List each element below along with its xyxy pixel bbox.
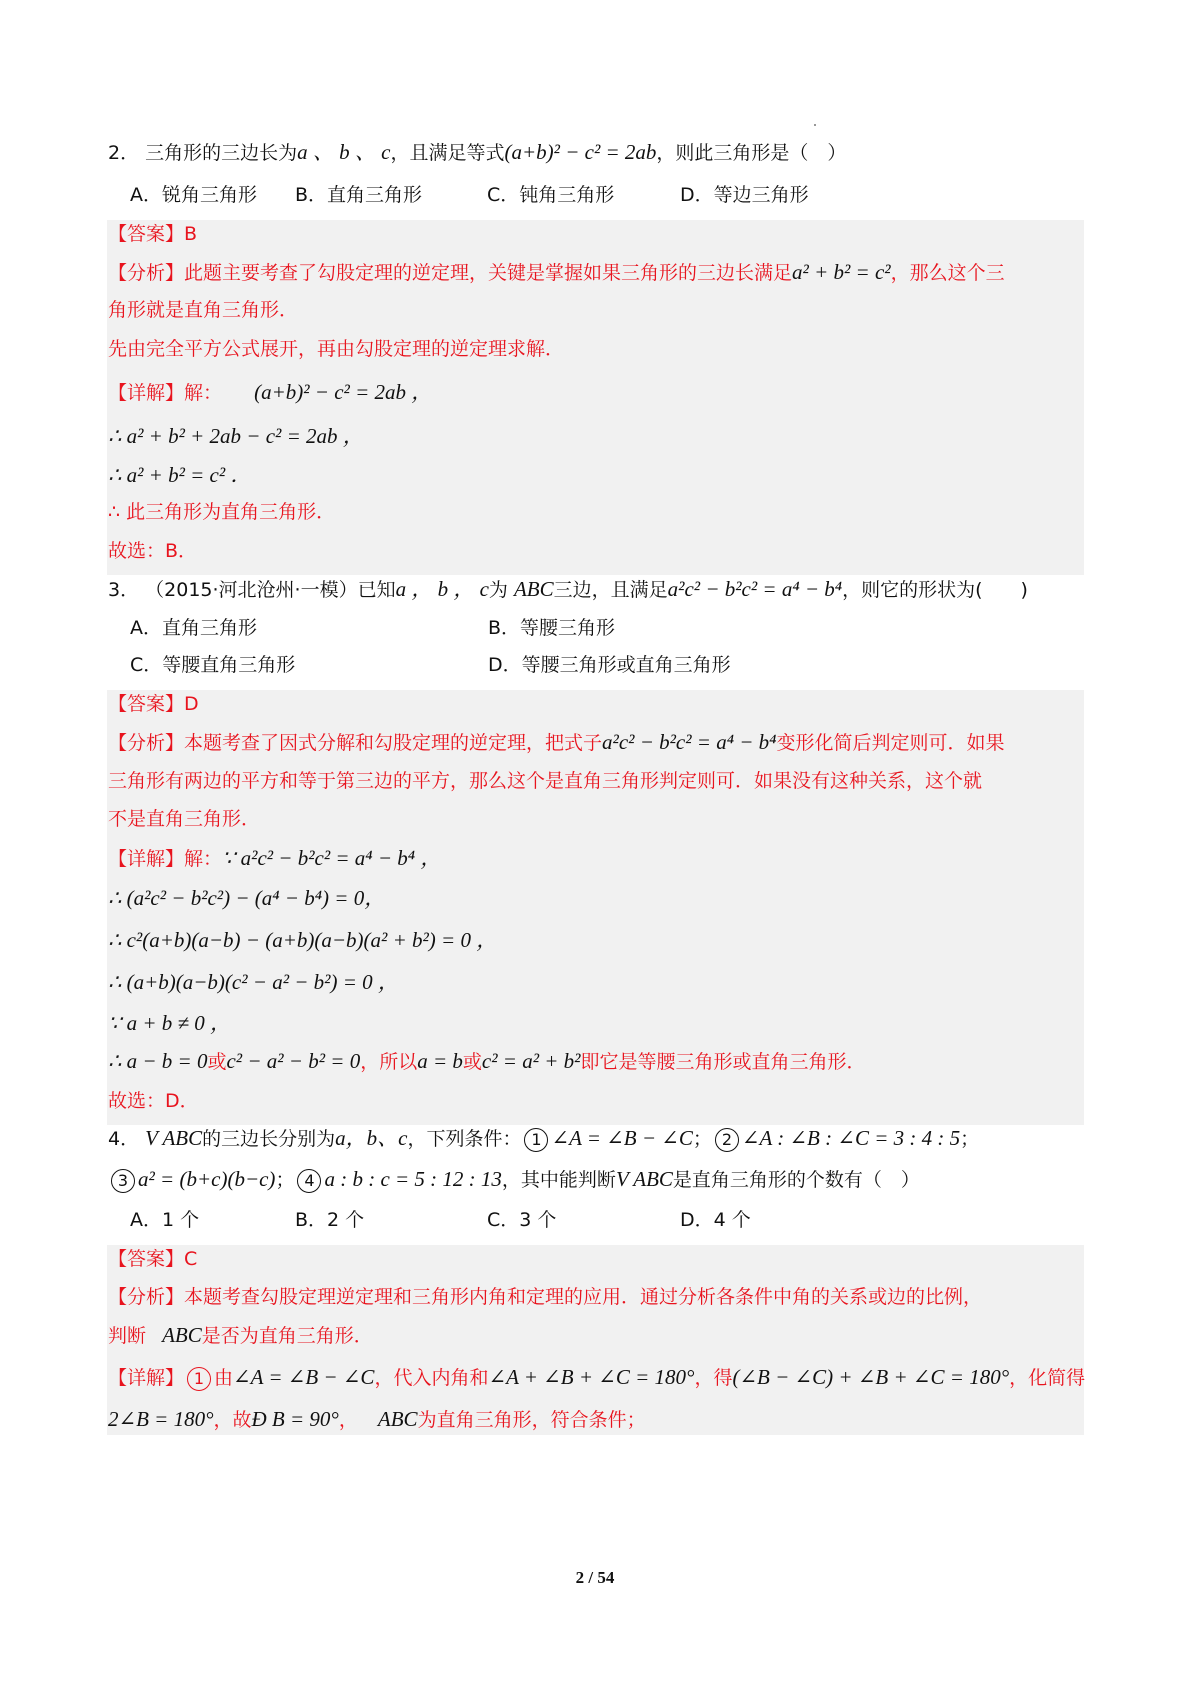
q2-analysis-line3: 先由完全平方公式展开，再由勾股定理的逆定理求解． [108, 338, 565, 360]
circled-number-1-icon: 1 [524, 1128, 548, 1152]
q3-answer: 【答案】D [108, 693, 199, 715]
q3-analysis-line2: 三角形有两边的平方和等于第三边的平方，那么这个是直角三角形判定则可．如果没有这种关系，这个就 [108, 770, 983, 792]
q3-option-b[interactable]: B．等腰三角形 [488, 617, 616, 639]
q2-option-c[interactable]: C．钝角三角形 [487, 184, 615, 206]
q3-option-a[interactable]: A．直角三角形 [130, 617, 257, 639]
q3-detail-intro: 【详解】解：∵ a²c² − b²c² = a⁴ − b⁴ ， [108, 846, 442, 870]
q2-formula: (a+b)² − c² = 2ab [504, 140, 657, 164]
page-number: 2 / 54 [575, 1568, 615, 1587]
q3-conclusion: 故选：D． [108, 1090, 199, 1112]
q2-detail-step: ∴ a² + b² = c² ． [108, 463, 252, 487]
q4-option-d[interactable]: D．4 个 [680, 1209, 751, 1231]
q2-vars: a 、 b 、 c [297, 140, 391, 164]
q3-detail-step: ∴ c²(a+b)(a−b) − (a+b)(a−b)(a² + b²) = 0 ， [108, 928, 498, 952]
q4-stem-line1: 4． V ABC的三边长分别为a，b、c，下列条件： 1 ∠A = ∠B − ∠C； 2 ∠A : ∠B : ∠C = 3 : 4 : 5； [108, 1126, 980, 1150]
q2-conclusion: 故选：B． [108, 540, 198, 562]
q2-option-b[interactable]: B．直角三角形 [295, 184, 423, 206]
q4-analysis-line1: 【分析】本题考查勾股定理逆定理和三角形内角和定理的应用．通过分析各条件中角的关系或边的比例， [108, 1286, 983, 1308]
q2-analysis-line2: 角形就是直角三角形． [108, 299, 299, 321]
q4-answer: 【答案】C [108, 1248, 198, 1270]
q4-detail-line2: 2∠B = 180°，故Ð B = 90°， ABC为直角三角形，符合条件； [108, 1407, 646, 1431]
q3-analysis-line1: 【分析】本题考查了因式分解和勾股定理的逆定理，把式子a²c² − b²c² = a⁴ − b⁴变形化简后判定则可．如果 [108, 730, 1005, 754]
q4-option-a[interactable]: A．1 个 [130, 1209, 200, 1231]
q2-detail-step: ∴ a² + b² + 2ab − c² = 2ab ， [108, 424, 364, 448]
q3-detail-step: ∴ (a²c² − b²c²) − (a⁴ − b⁴) = 0， [108, 886, 386, 910]
q4-detail-line1: 【详解】 1 由∠A = ∠B − ∠C，代入内角和∠A + ∠B + ∠C = 180°，得(∠B − ∠C) + ∠B + ∠C = 180°，化简得 [108, 1365, 1086, 1389]
q2-answer: 【答案】B [108, 223, 198, 245]
circled-number-3-icon: 3 [111, 1169, 135, 1193]
q3-detail-final: ∴ a − b = 0或c² − a² − b² = 0，所以a = b或c² = a² + b²即它是等腰三角形或直角三角形． [108, 1049, 866, 1073]
q2-option-a[interactable]: A．锐角三角形 [130, 184, 257, 206]
q3-analysis-line3: 不是直角三角形． [108, 808, 261, 830]
q3-option-c[interactable]: C．等腰直角三角形 [130, 654, 296, 676]
scan-dot [814, 124, 816, 126]
q2-analysis-line1: 【分析】此题主要考查了勾股定理的逆定理，关键是掌握如果三角形的三边长满足a² + b² = c²，那么这个三 [108, 260, 1005, 284]
q2-detail-intro: 【详解】解： (a+b)² − c² = 2ab ， [108, 380, 433, 404]
circled-number-2-icon: 2 [715, 1128, 739, 1152]
circled-number-4-icon: 4 [297, 1169, 321, 1193]
q4-option-b[interactable]: B．2 个 [295, 1209, 365, 1231]
q4-stem-line2: 3 a² = (b+c)(b−c)； 4 a : b : c = 5 : 12 : 13，其中能判断V ABC是直角三角形的个数有（ ） [108, 1167, 920, 1193]
q3-detail-step: ∵ a + b ≠ 0 ， [108, 1011, 232, 1035]
q4-analysis-line2: 判断 ABC是否为直角三角形． [108, 1323, 373, 1347]
q2-detail-step: ∴ 此三角形为直角三角形． [108, 501, 336, 523]
q3-detail-step: ∴ (a+b)(a−b)(c² − a² − b²) = 0 ， [108, 970, 399, 994]
q3-option-d[interactable]: D．等腰三角形或直角三角形 [488, 654, 731, 676]
q2-stem: 2． 三角形的三边长为a 、 b 、 c，且满足等式(a+b)² − c² = 2ab，则此三角形是（ ） [108, 140, 847, 164]
q3-stem: 3． （2015·河北沧州·一模）已知a ， b ， c为 ABC三边，且满足a²c² − b²c² = a⁴ − b⁴，则它的形状为( ) [108, 577, 1028, 601]
q2-option-d[interactable]: D．等边三角形 [680, 184, 809, 206]
circled-number-1-icon: 1 [187, 1367, 211, 1391]
q4-option-c[interactable]: C．3 个 [487, 1209, 557, 1231]
